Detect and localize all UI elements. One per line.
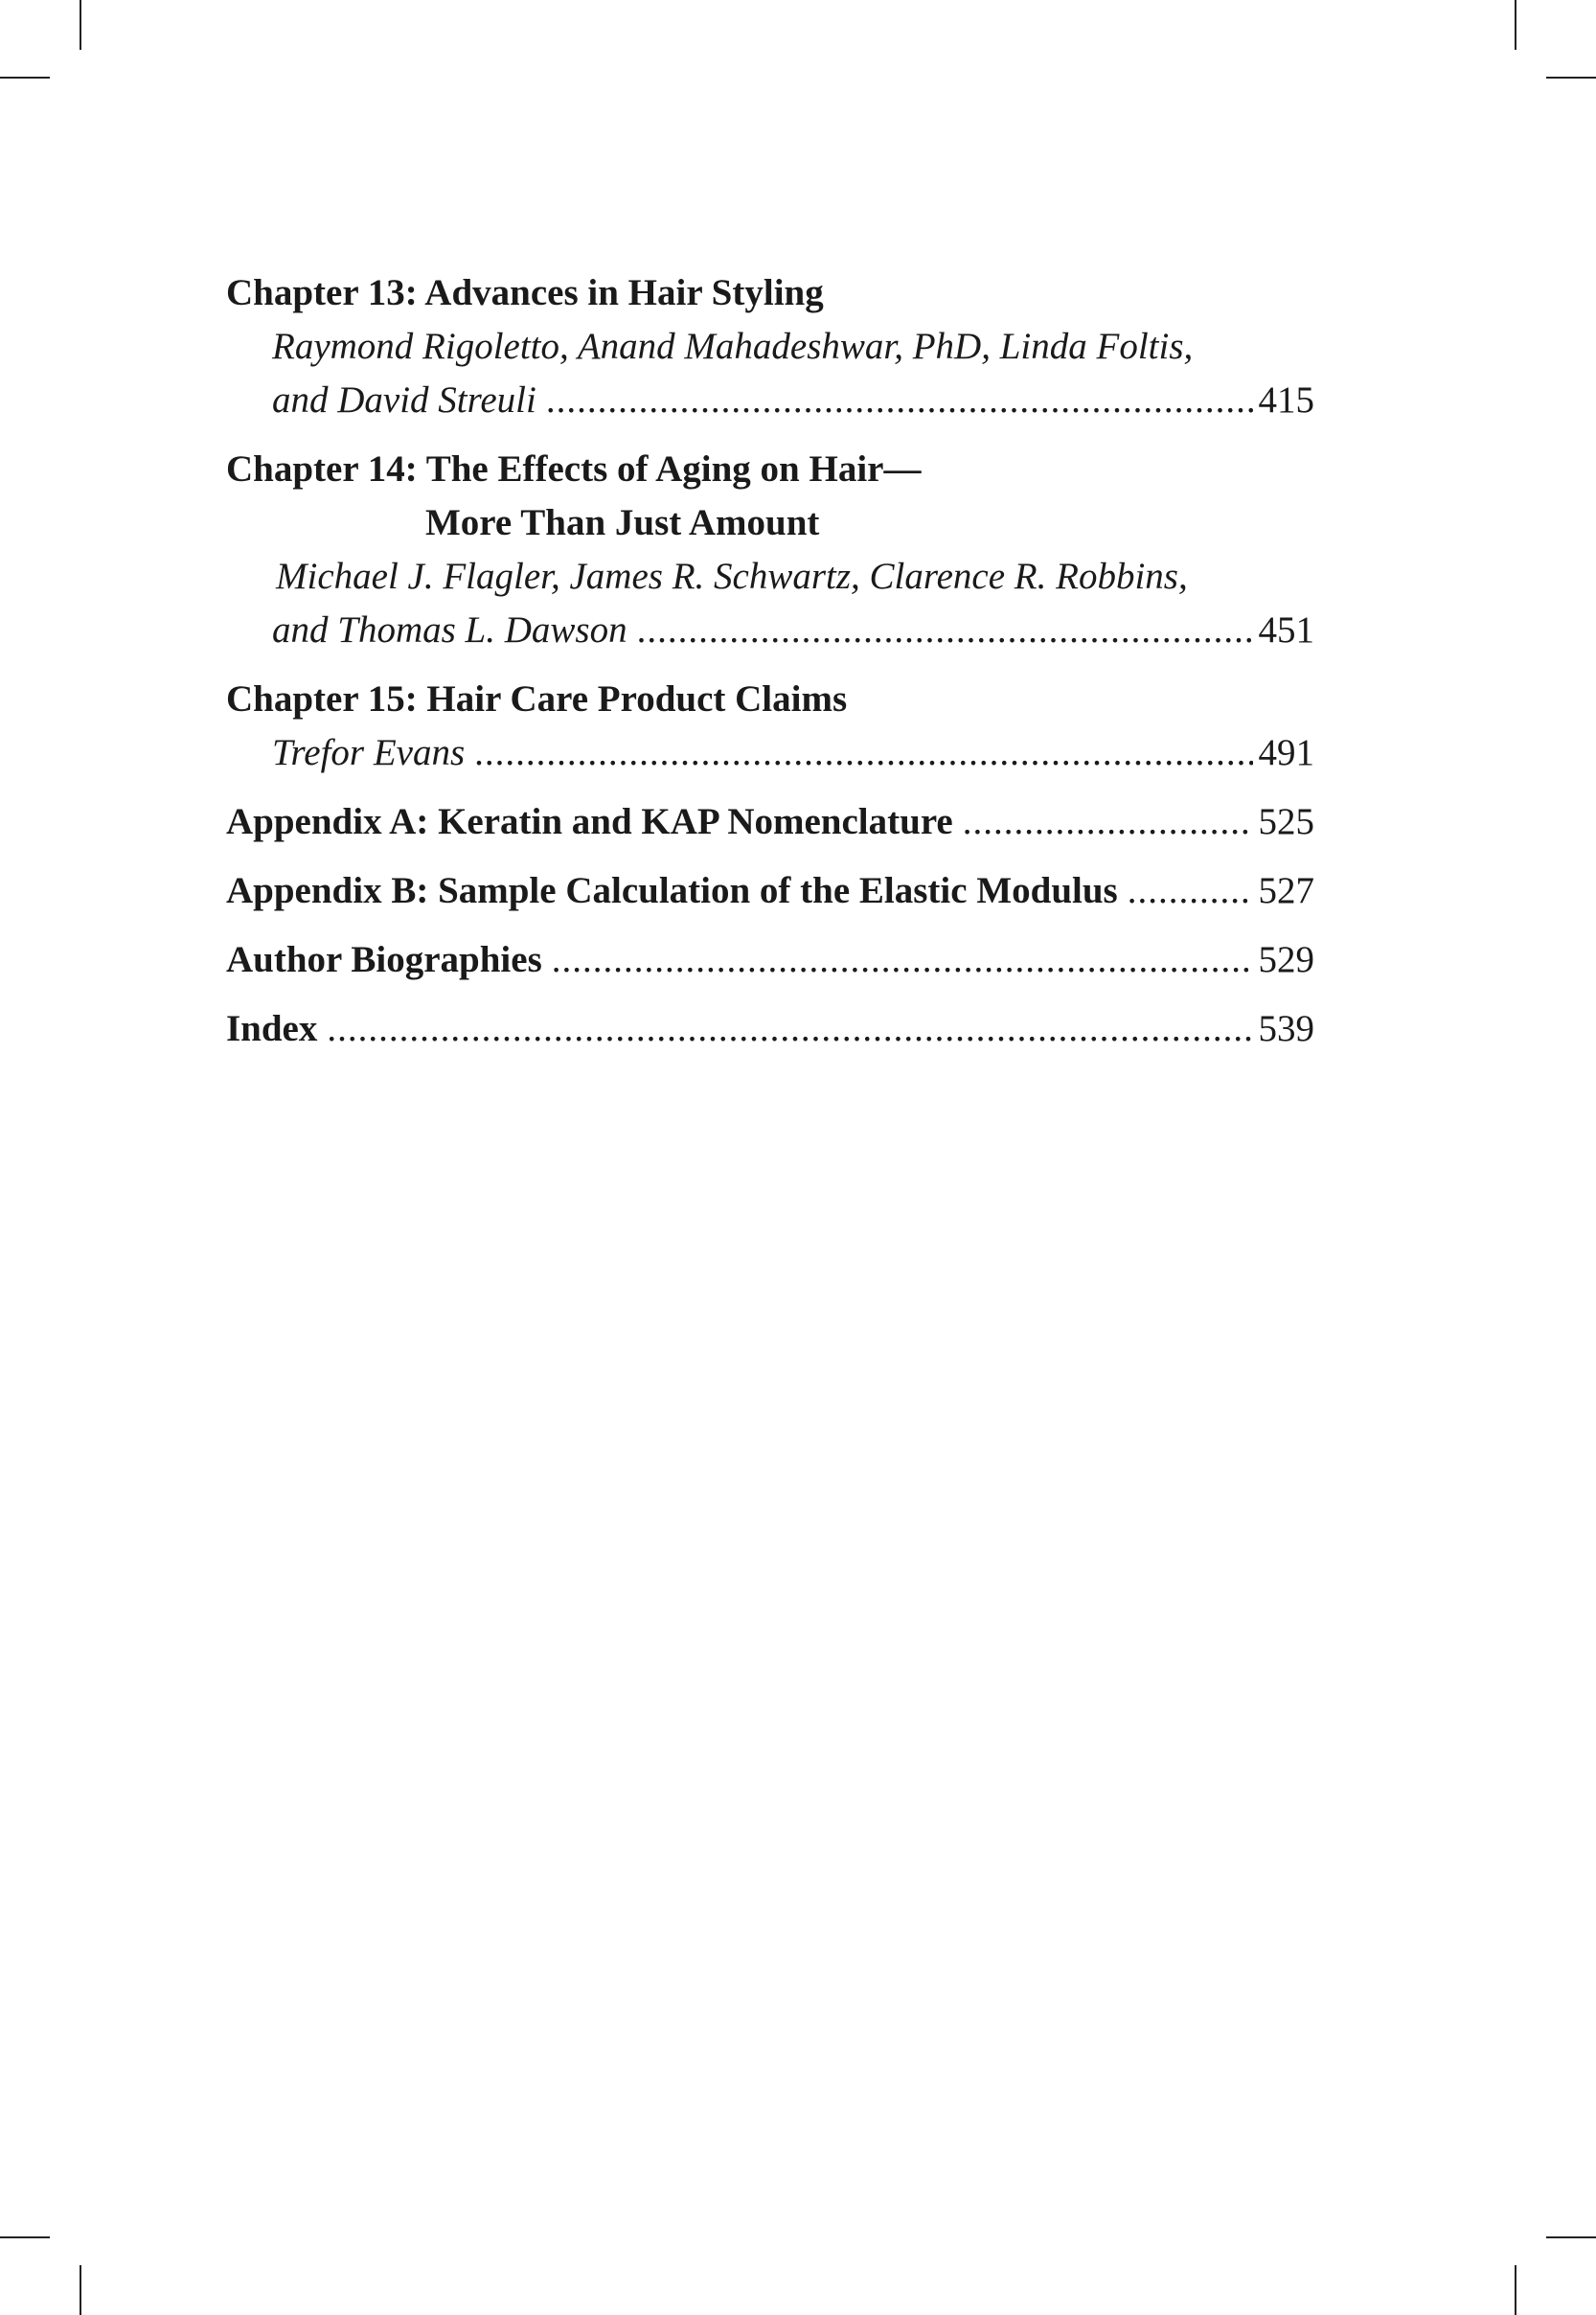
chapter-authors: and David Streuli xyxy=(272,379,536,421)
chapter-authors: Michael J. Flagler, James R. Schwartz, Clarence R. Robbins, xyxy=(276,556,1188,597)
dot-leader xyxy=(546,374,1253,427)
page-number: 415 xyxy=(1258,379,1314,421)
dot-leader xyxy=(1128,864,1253,918)
page-number: 527 xyxy=(1258,870,1314,911)
section-leader-line xyxy=(226,1002,1314,1056)
chapter-title: Chapter 13: Advances in Hair Styling xyxy=(226,272,824,313)
chapter-authors: Raymond Rigoletto, Anand Mahadeshwar, PhD, Linda Foltis, xyxy=(272,326,1194,367)
appendix-leader-line xyxy=(226,795,1314,849)
crop-mark xyxy=(80,0,81,50)
crop-mark xyxy=(1546,77,1596,79)
appendix-leader-line xyxy=(226,864,1314,918)
toc-entry-index[interactable] xyxy=(226,1002,1314,1056)
toc-entry-appendix-b[interactable] xyxy=(226,864,1314,918)
toc-entry-chapter-15[interactable] xyxy=(226,673,1314,780)
section-leader-line xyxy=(226,933,1314,987)
crop-mark xyxy=(0,77,50,79)
dot-leader xyxy=(552,933,1253,987)
page-number: 529 xyxy=(1258,939,1314,980)
section-title: Index xyxy=(226,1008,318,1049)
page-number: 525 xyxy=(1258,801,1314,842)
appendix-title: Appendix B: Sample Calculation of the Elastic Modulus xyxy=(226,870,1118,911)
chapter-authors: and Thomas L. Dawson xyxy=(272,609,627,651)
crop-mark xyxy=(1546,2236,1596,2238)
crop-mark xyxy=(1515,2265,1516,2315)
toc-entry-appendix-a[interactable] xyxy=(226,795,1314,849)
toc-entry-author-biographies[interactable] xyxy=(226,933,1314,987)
page-number: 451 xyxy=(1258,609,1314,651)
crop-mark xyxy=(1515,0,1516,50)
chapter-title: Chapter 15: Hair Care Product Claims xyxy=(226,678,848,720)
crop-mark xyxy=(0,2236,50,2238)
page-number: 539 xyxy=(1258,1008,1314,1049)
chapter-title-continuation: More Than Just Amount xyxy=(425,502,820,543)
table-of-contents xyxy=(226,266,1314,1071)
dot-leader xyxy=(327,1002,1252,1056)
chapter-authors: Trefor Evans xyxy=(272,732,466,773)
appendix-title: Appendix A: Keratin and KAP Nomenclature xyxy=(226,801,953,842)
chapter-authors-leader-line xyxy=(226,726,1314,780)
chapter-authors-leader-line xyxy=(226,604,1314,657)
crop-mark xyxy=(80,2265,81,2315)
toc-entry-chapter-14[interactable] xyxy=(226,443,1314,657)
section-title: Author Biographies xyxy=(226,939,542,980)
dot-leader xyxy=(474,726,1252,780)
page-number: 491 xyxy=(1258,732,1314,773)
dot-leader xyxy=(637,604,1253,657)
dot-leader xyxy=(963,795,1253,849)
chapter-title: Chapter 14: The Effects of Aging on Hair— xyxy=(226,448,922,490)
chapter-authors-leader-line xyxy=(226,374,1314,427)
toc-entry-chapter-13[interactable] xyxy=(226,266,1314,427)
